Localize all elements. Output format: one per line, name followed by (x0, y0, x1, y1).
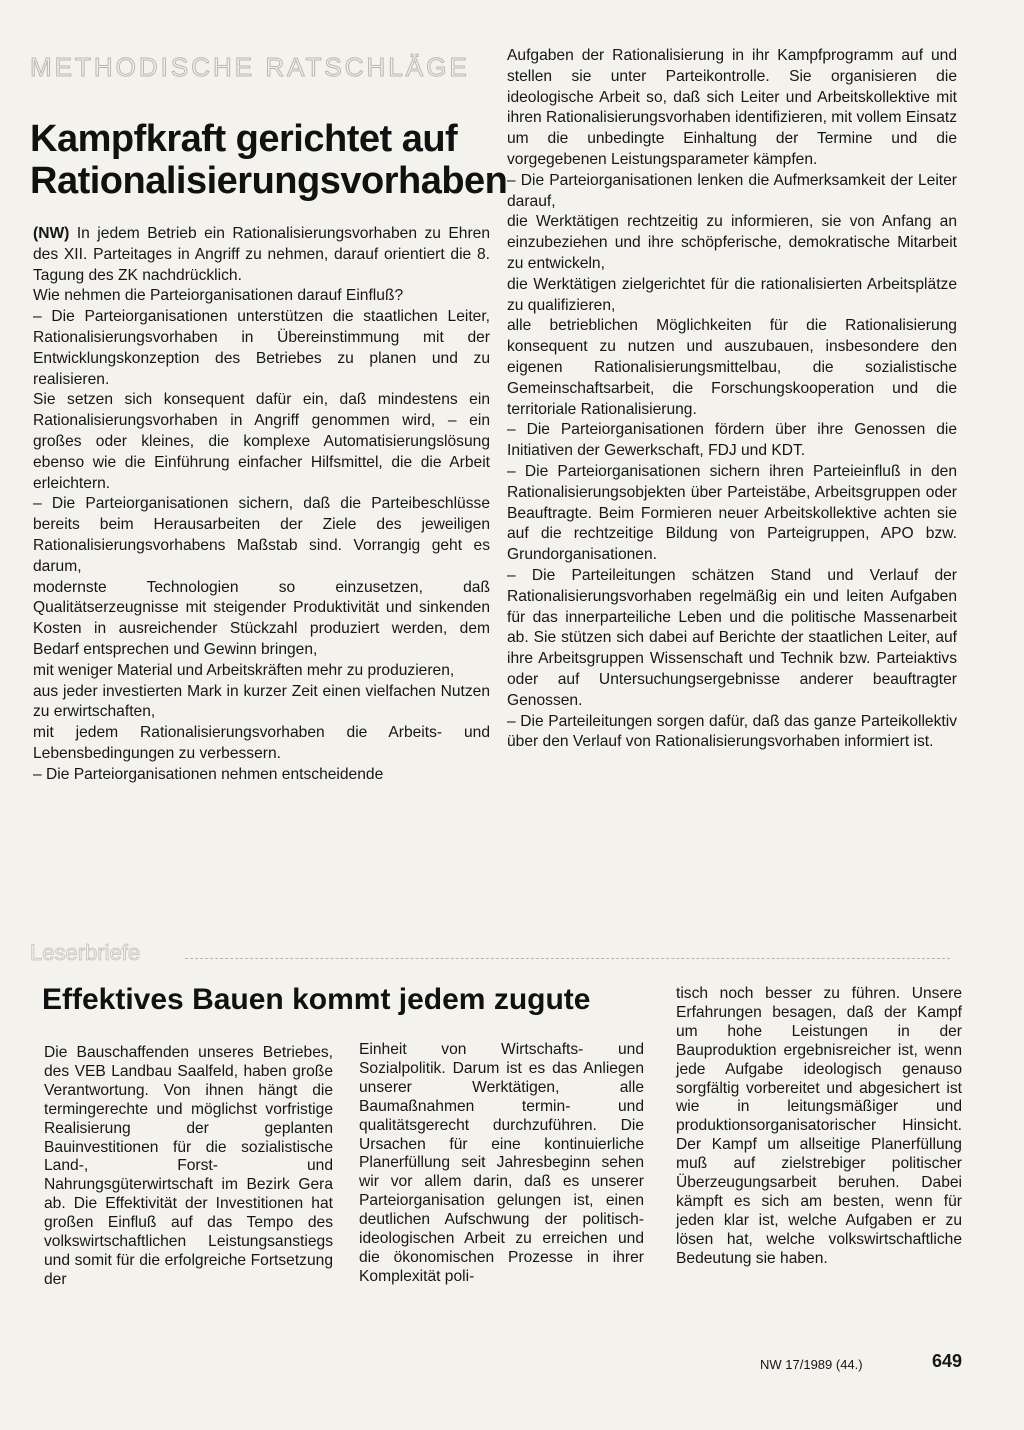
article-column-1 (33, 224, 490, 786)
paragraph: Wie nehmen die Parteiorganisationen darauf Einfluß? (33, 287, 404, 305)
page-number: 649 (932, 1351, 963, 1371)
paragraph: die Werktätigen rechtzeitig zu informieren, sie von Anfang an einzubeziehen und ihre schöpferische, demokratische Mitarbeit zu entwickeln, (507, 213, 957, 272)
paragraph: mit jedem Rationalisierungsvorhaben die Arbeits- und Lebensbedingungen zu verbessern. (33, 724, 490, 762)
letter-column-2 (359, 1041, 644, 1287)
paragraph: – Die Parteileitungen sorgen dafür, daß das ganze Parteikollektiv über den Verlauf von Rationalisierungsvorhaben informiert ist. (507, 712, 957, 751)
letter-headline: Effektives Bauen kommt jedem zugute (42, 983, 591, 1016)
paragraph: aus jeder investierten Mark in kurzer Zeit einen vielfachen Nutzen zu erwirtschaften, (33, 682, 490, 721)
article-headline: Kampfkraft gerichtet auf Rationalisierungsvorhaben (30, 118, 508, 202)
letters-kicker: Leserbriefe (30, 940, 141, 965)
article-column-2 (507, 46, 957, 753)
paragraph: – Die Parteiorganisationen nehmen entscheidende (33, 765, 384, 783)
paragraph: tisch noch besser zu führen. Unsere Erfahrungen besagen, daß der Kampf um hohe Leistungen in der Bauproduktion ergebnisreicher ist, wenn jede Aufgabe ideologisch genauso sorgfältig vorbereitet und abgesichert ist wie in leitungsmäßiger und produktionsorganisatorischer Hinsicht. Der Kampf um allseitige Planerfüllung muß auf zielstrebiger politischer Überzeugungsarbeit beruhen. Dabei kämpft es sich am besten, wenn für jeden klar ist, welche Aufgaben er zu lösen hat, welche volkswirtschaftliche Bedeutung sie haben. (676, 985, 962, 1267)
issue-reference: NW 17/1989 (44.) (760, 1357, 863, 1372)
paragraph: – Die Parteiorganisationen lenken die Aufmerksamkeit der Leiter darauf, (507, 171, 957, 210)
paragraph: – Die Parteiorganisationen fördern über ihre Genossen die Initiativen der Gewerkschaft, FDJ und KDT. (507, 421, 957, 460)
paragraph: – Die Parteileitungen schätzen Stand und Verlauf der Rationalisierungsvorhaben regelmäßig ein und leiten Aufgaben für das innerparteiliche Leben und die politische Massenarbeit ab. Sie stützen sich dabei auf Berichte der staatlichen Leiter, auf ihre Arbeitsgruppen Wissenschaft und Technik bzw. Parteiaktivs oder auf Untersuchungsergebnisse anderer beauftragter Genossen. (507, 566, 957, 709)
paragraph: Die Bauschaffenden unseres Betriebes, des VEB Landbau Saalfeld, haben große Verantwortung. Von ihnen hängt die termingerechte und möglichst vorfristige Realisierung der geplanten Bauinvestitionen für die sozialistische Land-, Forst- und Nahrungsgüterwirtschaft im Bezirk Gera ab. Die Effektivität der Investitionen hat großen Einfluß auf das Tempo des volkswirtschaftlichen Leistungsanstiegs und somit für die erfolgreiche Fortsetzung der (44, 1044, 333, 1288)
paragraph: Aufgaben der Rationalisierung in ihr Kampfprogramm auf und stellen sie unter Parteikontrolle. Sie organisieren die ideologische Arbeit so, daß sich Leiter und Arbeitskollektive mit ihren Rationalisierungsvorhaben identifizieren, mit vollem Einsatz um die unbedingte Einhaltung der Termine und die vorgegebenen Leistungsparameter kämpfen. (507, 47, 957, 168)
lead-tag: (NW) (33, 225, 70, 242)
paragraph: – Die Parteiorganisationen sichern, daß die Parteibeschlüsse bereits beim Herausarbeiten der Ziele des jeweiligen Rationalisierungsvorhabens Maßstab sind. Vorrangig geht es darum, (33, 495, 490, 575)
paragraph: Sie setzen sich konsequent dafür ein, daß mindestens ein Rationalisierungsvorhaben in Angriff genommen wird, – ein großes oder kleines, die komplexe Automatisierungslösung ebenso wie die Einführung einfacher Hilfsmittel, die die Arbeit erleichtern. (33, 391, 490, 492)
paragraph: – Die Parteiorganisationen unterstützen die staatlichen Leiter, Rationalisierungsvorhaben in Übereinstimmung mit der Entwicklungskonzeption des Betriebes zu planen und zu realisieren. (33, 308, 490, 388)
section-kicker: METHODISCHE RATSCHLÄGE (30, 52, 470, 82)
letter-column-1 (44, 1044, 333, 1290)
letter-column-3 (676, 985, 962, 1269)
paragraph: Einheit von Wirtschafts- und Sozialpolitik. Darum ist es das Anliegen unserer Werktätigen, alle Baumaßnahmen termin- und qualitätsgerecht durchzuführen. Die Ursachen für eine kontinuierliche Planerfüllung seit Jahresbeginn sehen wir vor allem darin, daß es unserer Parteiorganisation gelungen ist, einen deutlichen Aufschwung der politisch-ideologischen Arbeit zu erreichen und die ökonomischen Prozesse in ihrer Komplexität poli- (359, 1041, 644, 1285)
paragraph: alle betrieblichen Möglichkeiten für die Rationalisierung konsequent zu nutzen und auszubauen, insbesondere den eigenen Rationalisierungsmittelbau, die sozialistische Gemeinschaftsarbeit, die Forschungskooperation und die territoriale Rationalisierung. (507, 317, 957, 418)
paragraph: mit weniger Material und Arbeitskräften mehr zu produzieren, (33, 661, 455, 679)
paragraph: modernste Technologien so einzusetzen, daß Qualitätserzeugnisse mit steigender Produktivität und sinkenden Kosten in ausreichender Stückzahl produziert werden, dem Bedarf entsprechen und Gewinn bringen, (33, 578, 490, 658)
section-divider (185, 958, 950, 959)
paragraph: die Werktätigen zielgerichtet für die rationalisierten Arbeitsplätze zu qualifizieren, (507, 275, 957, 314)
paragraph: – Die Parteiorganisationen sichern ihren Parteieinfluß in den Rationalisierungsobjekten über Parteistäbe, Arbeitsgruppen oder Beauftragte. Beim Formieren neuer Arbeitskollektive achten sie auf die rechtzeitige Bildung von Parteigruppen, APO bzw. Grundorganisationen. (507, 462, 957, 564)
paragraph: (NW) In jedem Betrieb ein Rationalisierungsvorhaben zu Ehren des XII. Parteitages in Angriff zu nehmen, darauf orientiert die 8. Tagung des ZK nachdrücklich. (33, 225, 490, 284)
